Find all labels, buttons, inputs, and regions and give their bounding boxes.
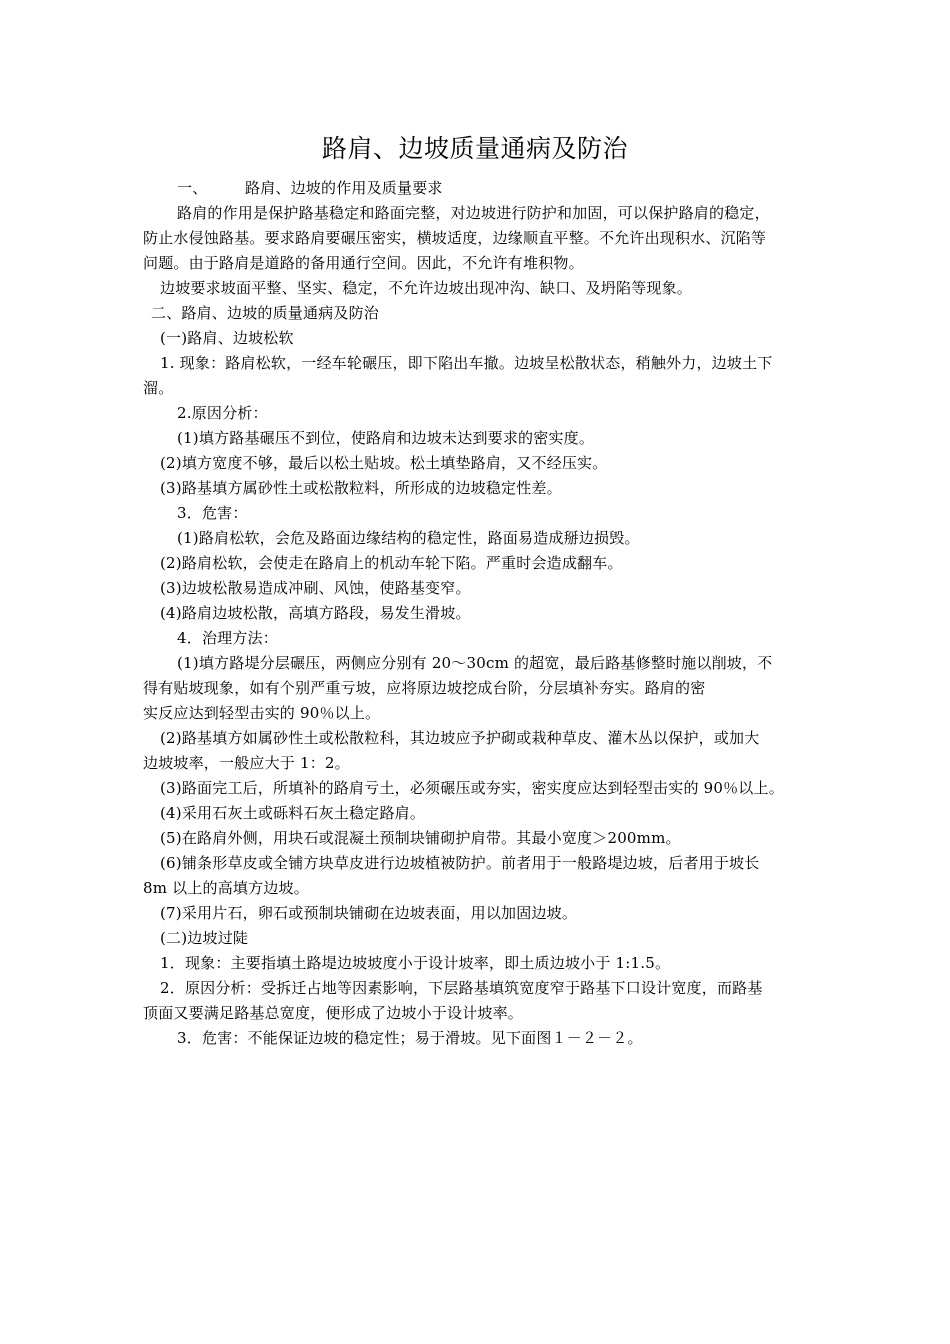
list-item: 8m 以上的高填方边坡。 <box>143 879 309 897</box>
paragraph-line: 溜。 <box>143 379 174 397</box>
section1-number: 一、 <box>177 179 208 197</box>
subsection1-heading: (一)路肩、边坡松软 <box>160 329 294 347</box>
list-item: (4)路肩边坡松散，高填方路段，易发生滑坡。 <box>160 604 471 622</box>
harm-heading: 3．危害： <box>177 504 248 522</box>
list-item: (2)路肩松软，会使走在路肩上的机动车轮下陷。严重时会造成翻车。 <box>160 554 623 572</box>
list-item: 边坡坡率，一般应大于 1：2。 <box>143 754 350 772</box>
list-item: (4)采用石灰土或砾料石灰土稳定路肩。 <box>160 804 426 822</box>
section1-heading <box>177 177 443 199</box>
section2-heading: 二、路肩、边坡的质量通病及防治 <box>151 304 380 322</box>
list-item: 实反应达到轻型击实的 90％以上。 <box>143 704 381 722</box>
list-item: (3)边坡松散易造成冲刷、风蚀，使路基变窄。 <box>160 579 471 597</box>
paragraph-line: 防止水侵蚀路基。要求路肩要碾压密实，横坡适度，边缘顺直平整。不允许出现积水、沉陷等 <box>143 229 767 247</box>
paragraph-line: 路肩的作用是保护路基稳定和路面完整，对边坡进行防护和加固，可以保护路肩的稳定， <box>177 204 770 222</box>
list-item: (3)路面完工后，所填补的路肩亏土，必须碾压或夯实，密实度应达到轻型击实的 90％以上。 <box>160 779 784 797</box>
paragraph-line: 3．危害：不能保证边坡的稳定性；易于滑坡。见下面图１－２－２。 <box>177 1029 643 1047</box>
list-item: (3)路基填方属砂性土或松散粒料，所形成的边坡稳定性差。 <box>160 479 562 497</box>
list-item: (7)采用片石，卵石或预制块铺砌在边坡表面，用以加固边坡。 <box>160 904 578 922</box>
list-item: (2)填方宽度不够，最后以松土贴坡。松土填垫路肩，又不经压实。 <box>160 454 608 472</box>
paragraph-line: 边坡要求坡面平整、坚实、稳定，不允许边坡出现冲沟、缺口、及坍陷等现象。 <box>160 279 693 297</box>
list-item: (6)铺条形草皮或全铺方块草皮进行边坡植被防护。前者用于一般路堤边坡，后者用于坡长 <box>160 854 760 872</box>
treat-heading: 4．治理方法： <box>177 629 278 647</box>
list-item: (5)在路肩外侧，用块石或混凝土预制块铺砌护肩带。其最小宽度＞200mm。 <box>160 829 681 847</box>
paragraph-line: 问题。由于路肩是道路的备用通行空间。因此，不允许有堆积物。 <box>143 254 584 272</box>
subsection2-heading: (二)边坡过陡 <box>160 929 249 947</box>
list-item: 得有贴坡现象，如有个别严重亏坡，应将原边坡挖成台阶，分层填补夯实。路肩的密 <box>143 679 706 697</box>
page-title: 路肩、边坡质量通病及防治 <box>321 134 628 163</box>
paragraph-line: 2．原因分析：受拆迁占地等因素影响，下层路基填筑宽度窄于路基下口设计宽度，而路基 <box>160 979 763 997</box>
paragraph-line: 1. 现象：路肩松软，一经车轮碾压，即下陷出车撤。边坡呈松散状态，稍触外力，边坡土下 <box>160 354 773 372</box>
list-item: (1)填方路基碾压不到位，使路肩和边坡未达到要求的密实度。 <box>177 429 595 447</box>
cause-heading: 2.原因分析： <box>177 404 268 422</box>
list-item: (1)填方路堤分层碾压，两侧应分别有 20～30cm 的超宽，最后路基修整时施以削坡，不 <box>177 654 773 672</box>
list-item: (1)路肩松软，会危及路面边缘结构的稳定性，路面易造成掰边损毁。 <box>177 529 640 547</box>
section1-heading-text: 路肩、边坡的作用及质量要求 <box>245 179 443 197</box>
paragraph-line: 1．现象：主要指填土路堤边坡坡度小于设计坡率，即土质边坡小于 1:1.5。 <box>160 954 671 972</box>
list-item: (2)路基填方如属砂性土或松散粒科，其边坡应予护砌或栽种草皮、灌木丛以保护，或加大 <box>160 729 760 747</box>
paragraph-line: 顶面又要满足路基总宽度，便形成了边坡小于设计坡率。 <box>143 1004 524 1022</box>
